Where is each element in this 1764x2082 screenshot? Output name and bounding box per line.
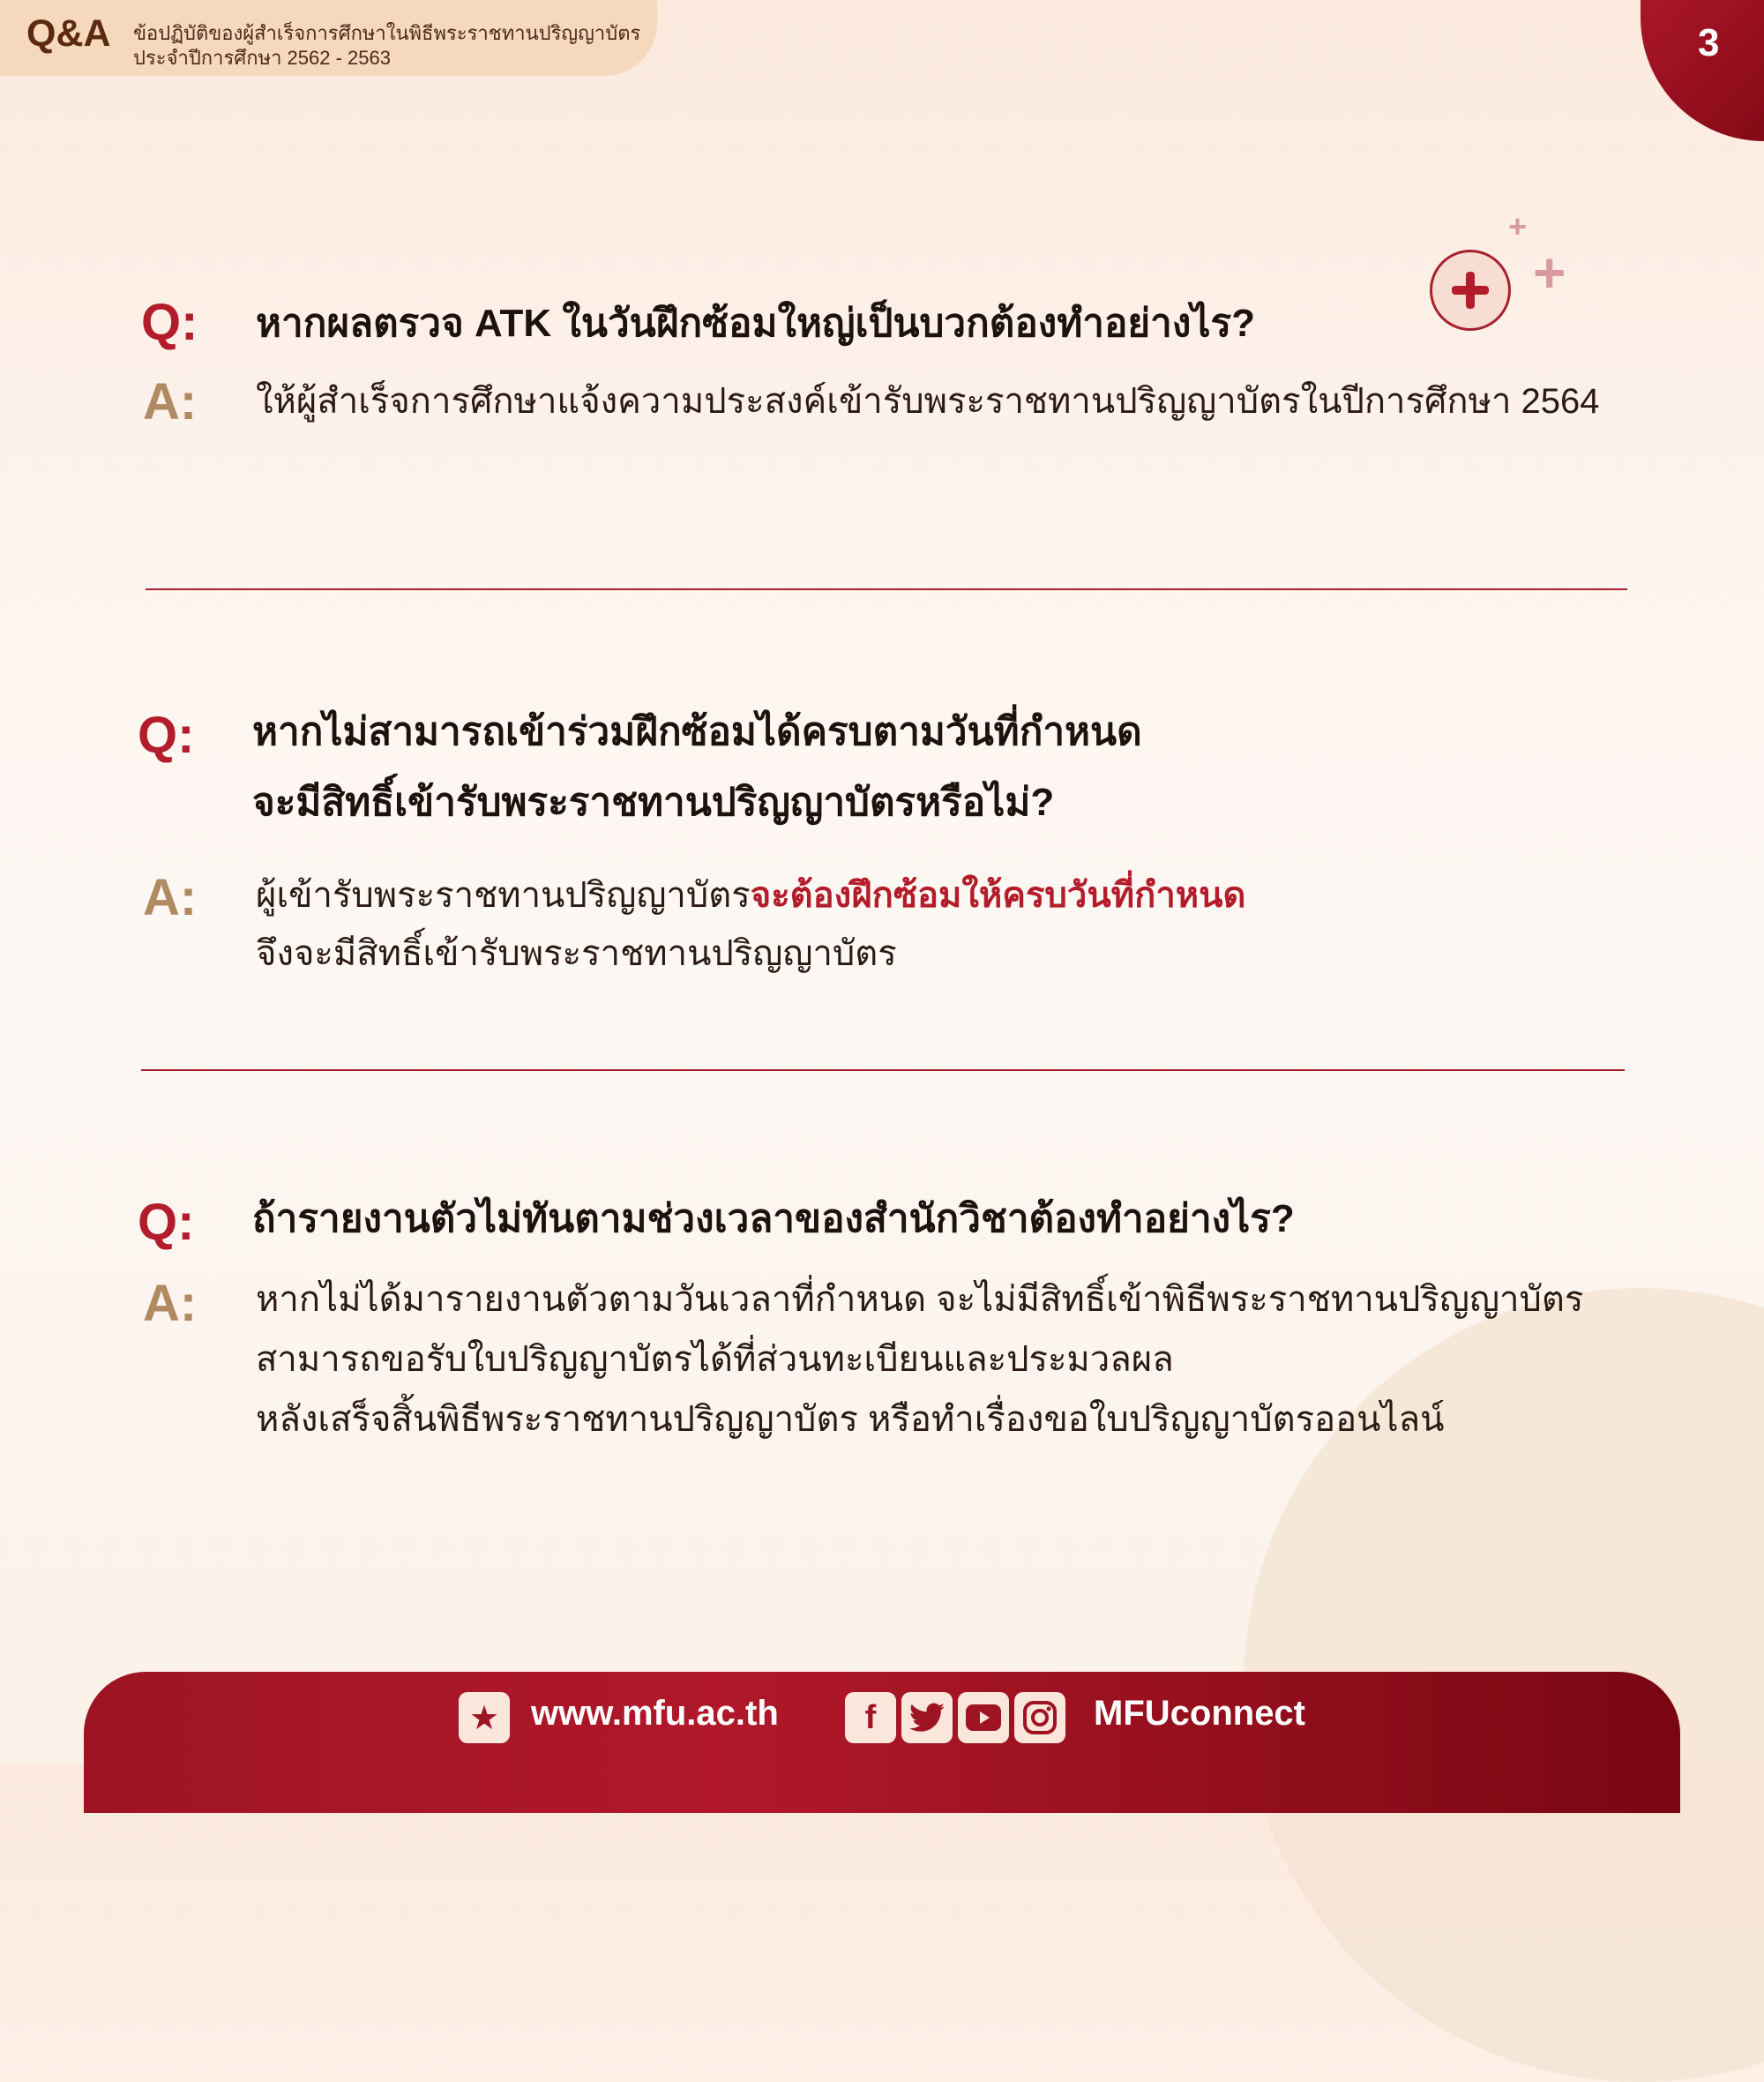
header-title: ข้อปฏิบัติของผู้สำเร็จการศึกษาในพิธีพระราชทานปริญญาบัตร	[133, 22, 641, 44]
question-2-line-1: หากไม่สามารถเข้าร่วมฝึกซ้อมได้ครบตามวันที่กำหนด	[252, 710, 1142, 753]
instagram-icon[interactable]	[1014, 1692, 1065, 1743]
answer-3-line-2: สามารถขอรับใบปริญญาบัตรได้ที่ส่วนทะเบียนและประมวลผล	[256, 1340, 1174, 1379]
answer-marker: A:	[143, 869, 198, 926]
facebook-icon[interactable]: f	[845, 1692, 896, 1743]
qa-tag: Q&A	[26, 12, 111, 55]
question-marker: Q:	[138, 1194, 195, 1251]
header-subtitle: ประจำปีการศึกษา 2562 - 2563	[133, 47, 391, 69]
star-logo-icon[interactable]: ★	[459, 1692, 510, 1743]
divider	[141, 1069, 1625, 1071]
plus-circle-icon	[1430, 250, 1511, 331]
social-handle[interactable]: MFUconnect	[1094, 1694, 1305, 1733]
youtube-icon[interactable]	[958, 1692, 1009, 1743]
small-plus-icon: +	[1508, 208, 1528, 244]
website-link[interactable]: www.mfu.ac.th	[531, 1694, 779, 1733]
answer-2-line-2: จึงจะมีสิทธิ์เข้ารับพระราชทานปริญญาบัตร	[256, 934, 897, 973]
answer-3-line-1: หากไม่ได้มารายงานตัวตามวันเวลาที่กำหนด จะไม่มีสิทธิ์เข้าพิธีพระราชทานปริญญาบัตร	[256, 1280, 1584, 1319]
answer-marker: A:	[143, 1275, 198, 1332]
question-1: หากผลตรวจ ATK ในวันฝึกซ้อมใหญ่เป็นบวกต้องทำอย่างไร?	[256, 302, 1255, 345]
question-2-line-2: จะมีสิทธิ์เข้ารับพระราชทานปริญญาบัตรหรือไม่?	[252, 781, 1055, 824]
medium-plus-icon: +	[1533, 241, 1566, 304]
answer-1: ให้ผู้สำเร็จการศึกษาแจ้งความประสงค์เข้ารับพระราชทานปริญญาบัตรในปีการศึกษา 2564	[256, 382, 1600, 421]
answer-3-line-3: หลังเสร็จสิ้นพิธีพระราชทานปริญญาบัตร หรือทำเรื่องขอใบปริญญาบัตรออนไลน์	[256, 1400, 1445, 1439]
divider	[146, 588, 1627, 590]
question-3: ถ้ารายงานตัวไม่ทันตามช่วงเวลาของสำนักวิชาต้องทำอย่างไร?	[252, 1197, 1295, 1240]
question-marker: Q:	[141, 294, 198, 351]
answer-2-line-1	[256, 866, 1245, 925]
page-number: 3	[1698, 21, 1720, 64]
answer-2-prefix: ผู้เข้ารับพระราชทานปริญญาบัตร	[256, 876, 751, 915]
twitter-icon[interactable]	[901, 1692, 953, 1743]
answer-2-highlight: จะต้องฝึกซ้อมให้ครบวันที่กำหนด	[750, 876, 1246, 915]
question-marker: Q:	[138, 707, 195, 764]
answer-marker: A:	[143, 373, 198, 431]
